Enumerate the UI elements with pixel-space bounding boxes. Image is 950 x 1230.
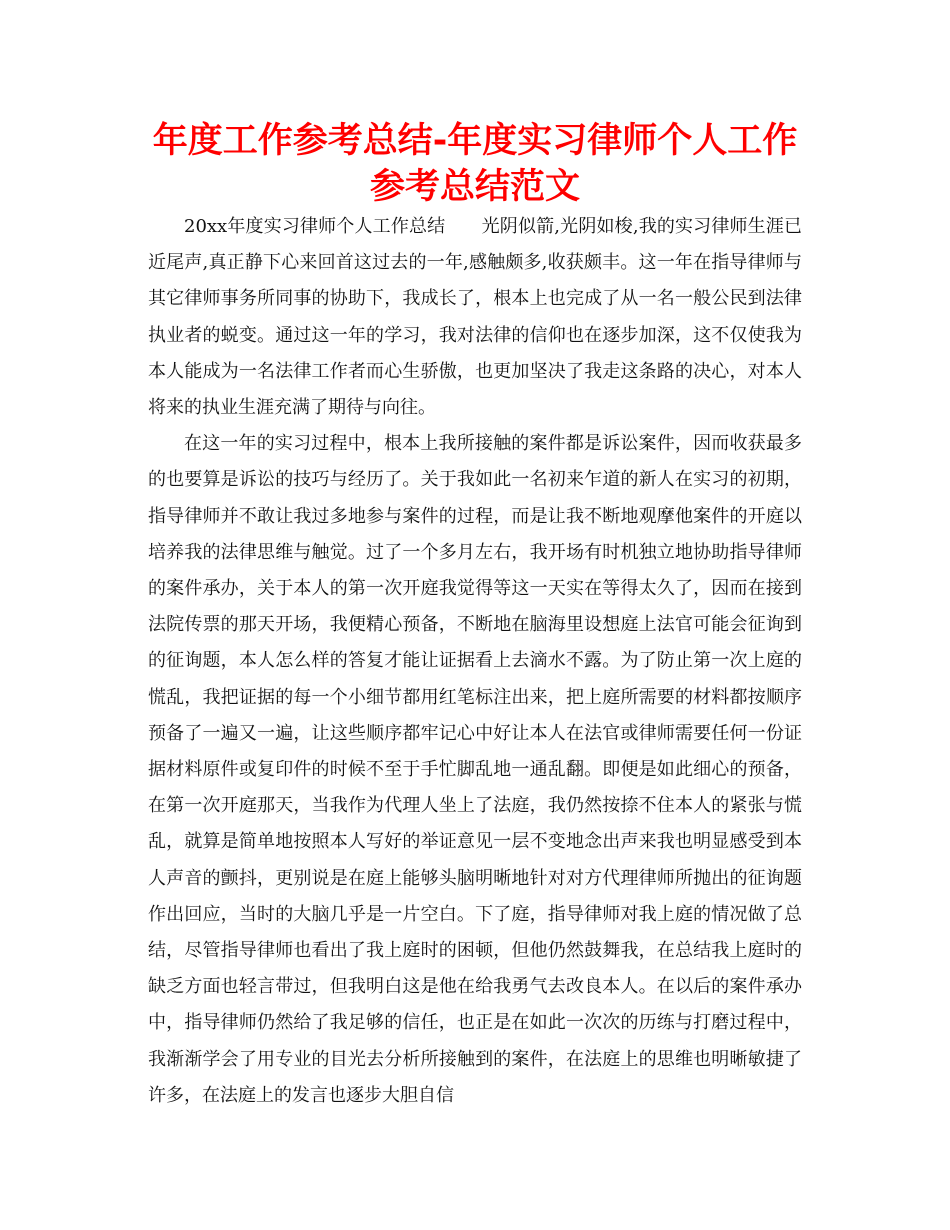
paragraph-1: 20xx年度实习律师个人工作总结 光阴似箭,光阴如梭,我的实习律师生涯已近尾声,真正静下心来回首这过去的一年,感触颇多,收获颇丰。这一年在指导律师与其它律师事务所同事的协助下，我成长了，根本上也完成了从一名一般公民到法律执业者的蜕变。通过这一年的学习，我对法律的信仰也在逐步加深，这不仅使我为本人能成为一名法律工作者而心生骄傲，也更加坚决了我走这条路的决心，对本人将来的执业生涯充满了期待与向往。 [148,216,802,419]
document-title: 年度工作参考总结-年度实习律师个人工作参考总结范文 [152,121,798,207]
document-body [148,209,802,1114]
paragraph-2: 在这一年的实习过程中，根本上我所接触的案件都是诉讼案件，因而收获最多的也要算是诉讼的技巧与经历了。关于我如此一名初来乍道的新人在实习的初期，指导律师并不敢让我过多地参与案件的过程，而是让我不断地观摩他案件的开庭以培养我的法律思维与触觉。过了一个多月左右，我开场有时机独立地协助指导律师的案件承办，关于本人的第一次开庭我觉得等这一天实在等得太久了，因而在接到法院传票的那天开场，我便精心预备，不断地在脑海里设想庭上法官可能会征询到的征询题，本人怎么样的答复才能让证据看上去滴水不露。为了防止第一次上庭的慌乱，我把证据的每一个小细节都用红笔标注出来，把上庭所需要的材料都按顺序预备了一遍又一遍，让这些顺序都牢记心中好让本人在法官或律师需要任何一份证据材料原件或复印件的时候不至于手忙脚乱地一通乱翻。即便是如此细心的预备，在第一次开庭那天，当我作为代理人坐上了法庭，我仍然按捺不住本人的紧张与慌乱，就算是简单地按照本人写好的举证意见一层不变地念出声来我也明显感受到本人声音的颤抖，更别说是在庭上能够头脑明晰地针对对方代理律师所抛出的征询题作出回应，当时的大脑几乎是一片空白。下了庭，指导律师对我上庭的情况做了总结，尽管指导律师也看出了我上庭时的困顿，但他仍然鼓舞我，在总结我上庭时的缺乏方面也轻言带过，但我明白这是他在给我勇气去改良本人。在以后的案件承办中，指导律师仍然给了我足够的信任，也正是在如此一次次的历练与打磨过程中，我渐渐学会了用专业的目光去分析所接触到的案件，在法庭上的思维也明晰敏捷了许多，在法庭上的发言也逐步大胆自信 [148,433,802,1106]
